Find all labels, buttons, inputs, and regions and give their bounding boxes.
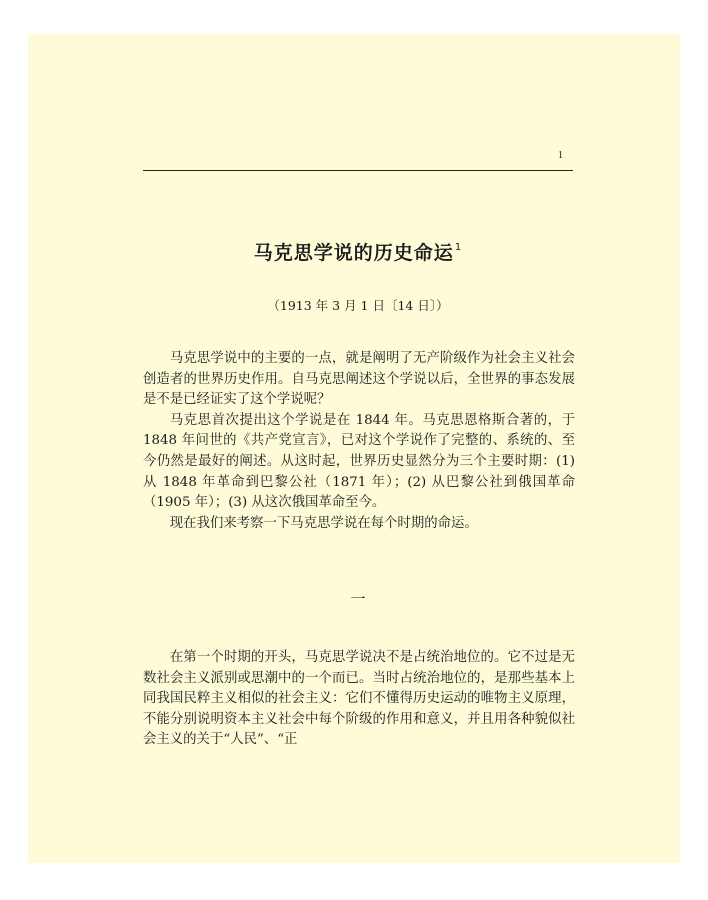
section-body bbox=[143, 648, 575, 751]
page-number: 1 bbox=[558, 150, 563, 161]
paragraph: 在第一个时期的开头，马克思学说决不是占统治地位的。它不过是无数社会主义派别或思潮中的一个而已。当时占统治地位的，是那些基本上同我国民粹主义相似的社会主义：它们不懂得历史运动的唯物主义原理，不能分别说明资本主义社会中每个阶级的作用和意义，并且用各种貌似社会主义的关于“人民”、“正 bbox=[143, 650, 575, 748]
title-footnote-marker: 1 bbox=[454, 242, 463, 253]
running-header bbox=[143, 146, 573, 171]
title-text: 马克思学说的历史命运 bbox=[253, 242, 454, 264]
section-heading: 一 bbox=[350, 590, 366, 608]
intro-body bbox=[143, 349, 575, 534]
article-title bbox=[143, 238, 573, 265]
paragraph: 现在我们来考察一下马克思学说在每个时期的命运。 bbox=[169, 515, 478, 531]
paragraph: 马克思首次提出这个学说是在 1844 年。马克思恩格斯合著的，于 1848 年问世的《共产党宣言》，已对这个学说作了完整的、系统的、至今仍然是最好的阐述。从这时起，世界历史显然分为三个主要时期：(1) 从 1848 年革命到巴黎公社（1871 年）；(2) 从巴黎公社到俄国革命（1905 年）；(3) 从这次俄国革命至今。 bbox=[143, 412, 575, 511]
paragraph: 马克思学说中的主要的一点，就是阐明了无产阶级作为社会主义社会创造者的世界历史作用。自马克思阐述这个学说以后，全世界的事态发展是不是已经证实了这个学说呢？ bbox=[143, 351, 575, 408]
article-date: （1913 年 3 月 1 日〔14 日〕） bbox=[267, 298, 449, 313]
